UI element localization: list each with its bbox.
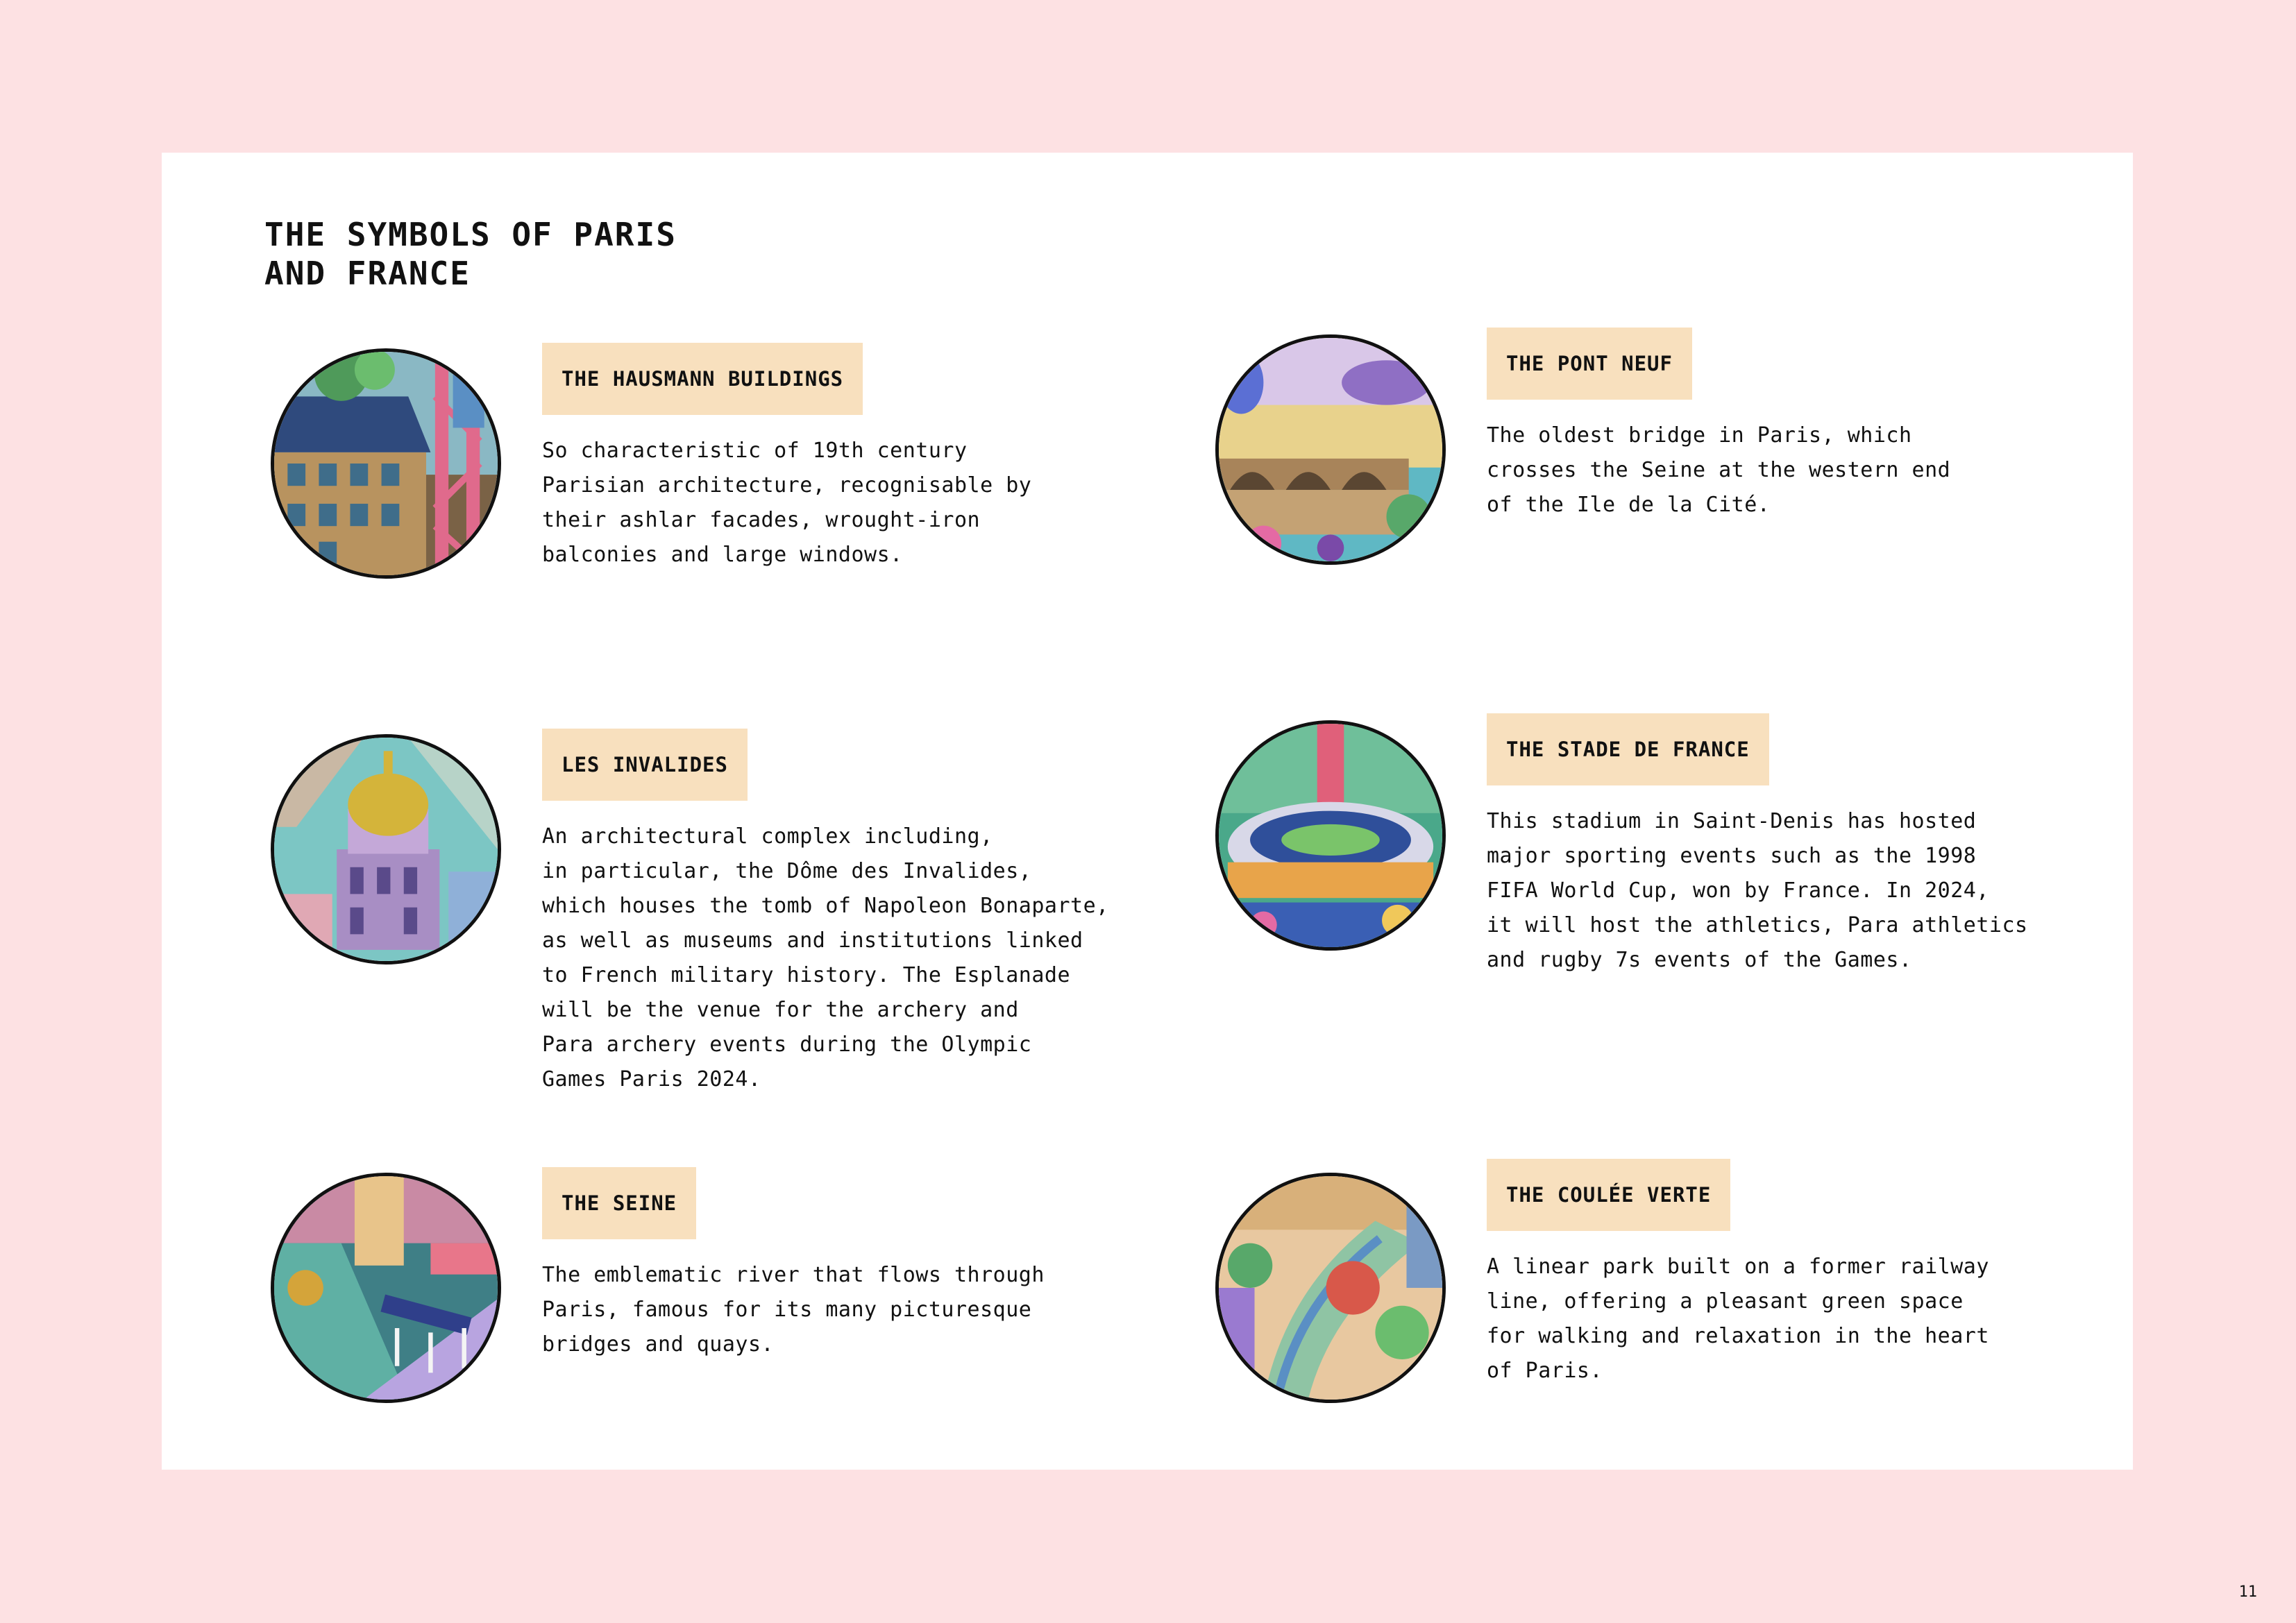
label-pont-neuf: THE PONT NEUF: [1487, 328, 1692, 400]
desc-coulee-verte: A linear park built on a former railway line, offering a pleasant green space for walking and relaxation in the heart of Paris.: [1487, 1255, 1989, 1383]
page-title: THE SYMBOLS OF PARIS AND FRANCE: [264, 216, 677, 292]
label-the-seine: THE SEINE: [542, 1167, 696, 1239]
label-les-invalides: LES INVALIDES: [542, 729, 748, 801]
label-haussmann-buildings: THE HAUSMANN BUILDINGS: [542, 343, 863, 415]
seine-illustration: [271, 1173, 501, 1403]
pont-neuf-illustration: [1215, 334, 1446, 565]
coulee-verte-illustration: [1215, 1173, 1446, 1403]
haussmann-illustration: [271, 348, 501, 579]
label-coulee-verte: THE COULÉE VERTE: [1487, 1159, 1730, 1231]
invalides-illustration: [271, 734, 501, 965]
stade-de-france-illustration: [1215, 720, 1446, 951]
label-stade-de-france: THE STADE DE FRANCE: [1487, 713, 1769, 785]
desc-pont-neuf: The oldest bridge in Paris, which crosses the Seine at the western end of the Ile de la Cité.: [1487, 423, 1951, 517]
desc-les-invalides: An architectural complex including, in particular, the Dôme des Invalides, which houses the tomb of Napoleon Bonaparte, as well as museums and institutions linked to French military history. The Esplanade will be the venue for the archery and Para archery events during the Olympic Games Paris 2024.: [542, 824, 1109, 1091]
content-card: [162, 153, 2133, 1470]
desc-the-seine: The emblematic river that flows through Paris, famous for its many picturesque bridges and quays.: [542, 1263, 1045, 1357]
desc-haussmann-buildings: So characteristic of 19th century Parisian architecture, recognisable by their ashlar facades, wrought-iron balconies and large windows.: [542, 439, 1032, 567]
page-number: 11: [2238, 1583, 2257, 1601]
desc-stade-de-france: This stadium in Saint-Denis has hosted major sporting events such as the 1998 FIFA World Cup, won by France. In 2024, it will host the athletics, Para athletics and rugby 7s events of the Games.: [1487, 809, 2028, 972]
